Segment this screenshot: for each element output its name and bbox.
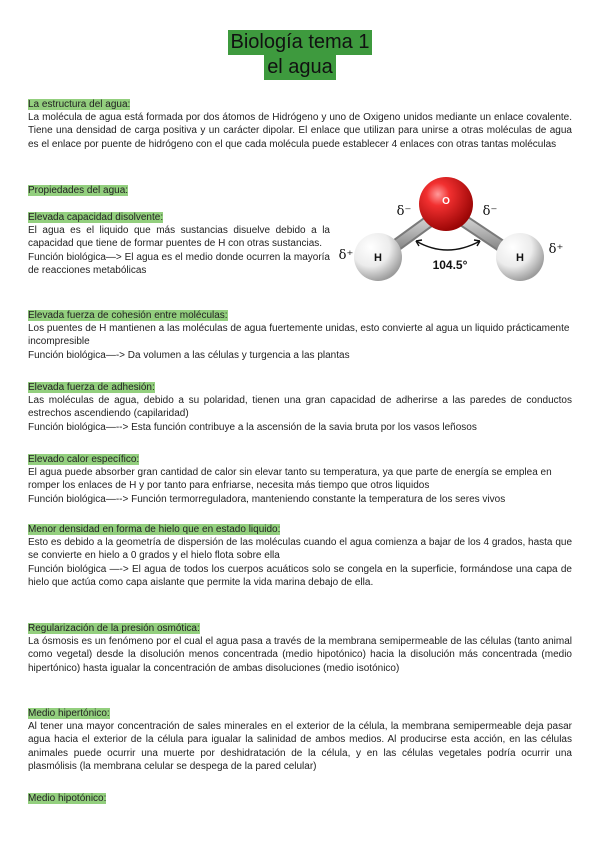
body-adhesion: Las moléculas de agua, debido a su polaridad, tienen una gran capacidad de adherirse a las paredes de conductos estrechos ascendiendo (capilaridad) (28, 395, 572, 420)
body-estructura: La molécula de agua está formada por dos átomos de Hidrógeno y uno de Oxigeno unidos mediante un enlace covalente. Tiene una densidad de carga positiva y un carácter dipolar. El enlace que utilizan para unirse a otras moléculas de agua es el enlace por puente de hidrógeno con el que cada molécula puede establecer 4 enlaces con otras tantas moléculas (28, 112, 572, 150)
delta-minus-left: δ⁻ (396, 204, 412, 219)
delta-plus-right: δ⁺ (548, 242, 564, 257)
section-osmotica (28, 622, 572, 675)
body-disolvente: El agua es el liquido que más sustancias disuelve debido a la capacidad que tiene de formar puentes de H con otras sustancias. (28, 225, 330, 250)
document-title (0, 30, 600, 80)
funcion-cohesion: Función biológica—-> Da volumen a las células y turgencia a las plantas (28, 349, 350, 361)
section-disolvente (28, 211, 330, 277)
section-densidad (28, 523, 572, 589)
body-cohesion: Los puentes de H mantienen a las moléculas de agua fuertemente unidas, esto convierte al agua un liquido prácticamente incompresible (28, 323, 570, 348)
body-hipertonico: Al tener una mayor concentración de sales minerales en el exterior de la célula, la membrana semipermeable deja pasar agua hacia el exterior de la célula para igualar la salinidad de ambos medios. Al producirse esta acción, en las células animales puede ocurrir una muerte por deshidratación de la célula, y en las células vegetales podría ocurrir una plasmólisis (la membrana celular se despega de la pared celular) (28, 721, 572, 772)
body-densidad: Esto es debido a la geometría de dispersión de las moléculas cuando el agua comienza a bajar de los 4 grados, hasta que se convierte en hielo a 0 grados y el hielo flota sobre ella (28, 537, 572, 562)
title-line-2: el agua (264, 55, 336, 80)
section-adhesion (28, 381, 572, 434)
heading-propiedades: Propiedades del agua: (28, 185, 129, 196)
delta-plus-left: δ⁺ (338, 248, 354, 263)
funcion-densidad: Función biológica —-> El agua de todos los cuerpos acuáticos solo se congela en la superficie, formándose una capa de hielo que actúa como capa aislante que permite la vida marina debajo de ella. (28, 563, 572, 588)
angle-label: 104.5° (432, 258, 468, 272)
heading-calor: Elevado calor específico: (28, 454, 140, 465)
heading-disolvente: Elevada capacidad disolvente: (28, 212, 164, 223)
heading-estructura: La estructura del agua: (28, 99, 131, 110)
section-calor (28, 453, 572, 506)
body-osmotica: La ósmosis es un fenómeno por el cual el agua pasa a través de la membrana semipermeable de las células (tanto animal como vegetal) desde la disolución menos concentrada (medio hipotónico) hacia la disolución más concentrada (medio hipertónico) hasta igualar la concentración de ambas disoluciones (medio isotónico) (28, 636, 572, 674)
section-hipotonico (28, 792, 572, 805)
section-cohesion (28, 309, 572, 362)
hydrogen-label-left: H (374, 252, 382, 264)
heading-densidad: Menor densidad en forma de hielo que en estado liquido: (28, 524, 281, 535)
section-estructura (28, 98, 572, 151)
oxygen-label: O (442, 196, 450, 207)
funcion-calor: Función biológica—--> Función termorreguladora, manteniendo constante la temperatura de los seres vivos (28, 493, 506, 505)
funcion-adhesion: Función biológica—--> Esta función contribuye a la ascensión de la savia bruta por los vasos leñosos (28, 421, 477, 433)
heading-osmotica: Regularización de la presión osmótica: (28, 623, 200, 634)
angle-arc (416, 241, 480, 250)
funcion-disolvente: Función biológica—> El agua es el medio donde ocurren la mayoría de reacciones metabólicas (28, 251, 330, 276)
heading-adhesion: Elevada fuerza de adhesión: (28, 382, 155, 393)
water-molecule-diagram (334, 177, 574, 289)
heading-hipotonico: Medio hipotónico: (28, 793, 107, 804)
delta-minus-right: δ⁻ (482, 204, 498, 219)
body-calor: El agua puede absorber gran cantidad de calor sin elevar tanto su temperatura, ya que parte de energía se emplea en romper los enlaces de H y por tanto para enfriarse, necesita más tiempo que otros liquidos (28, 467, 552, 492)
title-line-1: Biología tema 1 (228, 30, 373, 55)
heading-cohesion: Elevada fuerza de cohesión entre moléculas: (28, 310, 228, 321)
heading-hipertonico: Medio hipertónico: (28, 708, 110, 719)
section-hipertonico (28, 707, 572, 773)
hydrogen-label-right: H (516, 252, 524, 264)
